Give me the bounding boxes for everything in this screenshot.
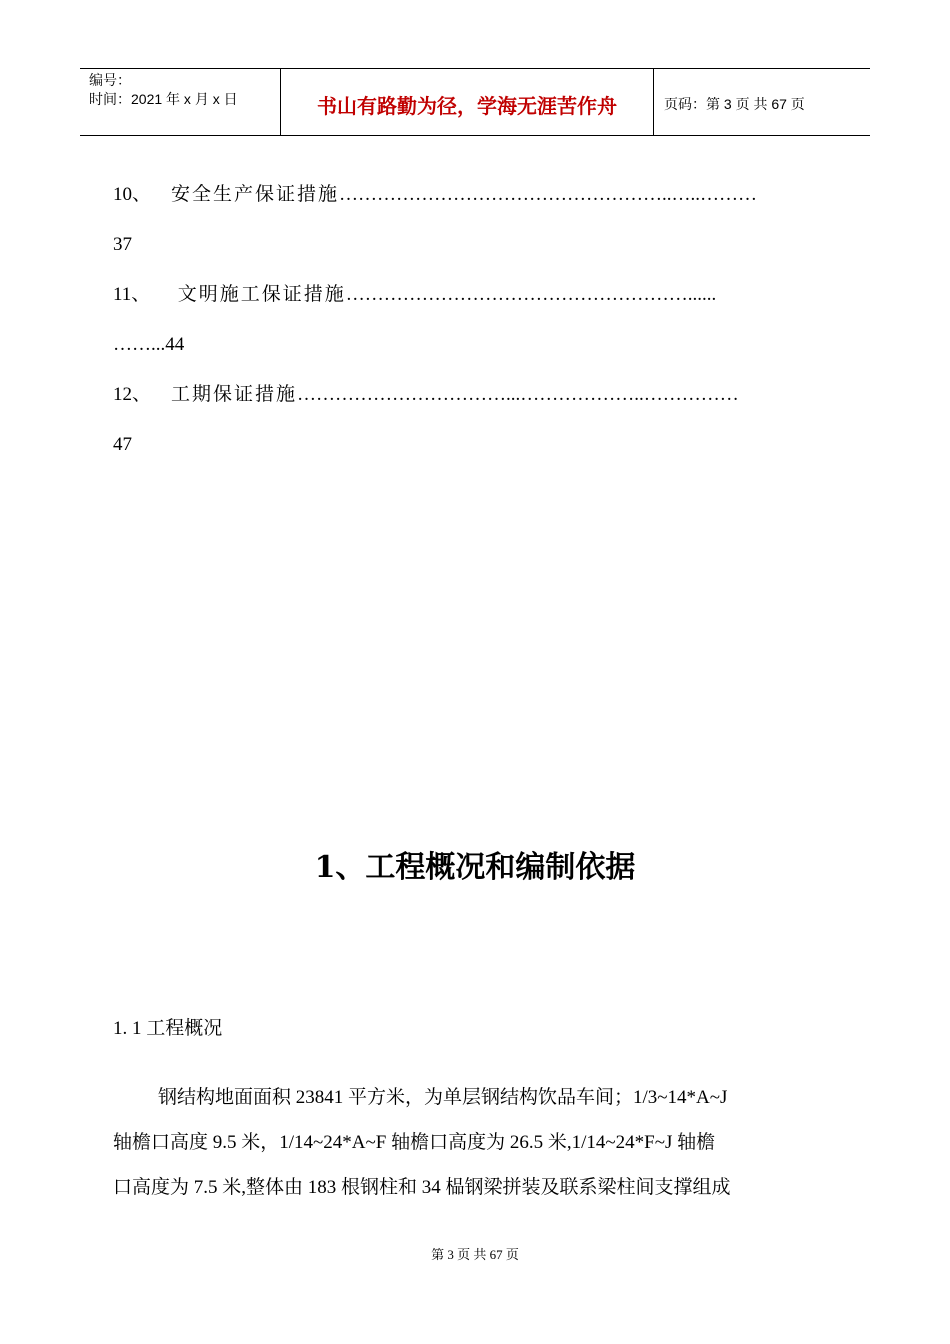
toc-entry-title: 文明施工保证措施: [171, 284, 346, 305]
toc-entry-page: ……...44: [113, 334, 185, 355]
toc-entry-leader: ……………………………………………..…..………: [339, 184, 758, 205]
toc-entry[interactable]: [113, 370, 837, 420]
paragraph-line: 轴檐口高度 9.5 米，1/14~24*A~F 轴檐口高度为 26.5 米,1/14~24*F~J 轴檐: [113, 1132, 716, 1153]
document-number-label: 编号：: [89, 72, 131, 88]
toc-entry[interactable]: [113, 270, 837, 320]
document-date-label: 时间：2021 年 x 月 x 日: [89, 91, 238, 107]
page-header: [80, 68, 870, 136]
toc-entry-title: 工期保证措施: [171, 384, 298, 405]
toc-entry-title: 安全生产保证措施: [171, 184, 340, 205]
body-paragraph: [113, 1075, 837, 1210]
chapter-title: 1、工程概况和编制依据: [314, 850, 636, 885]
paragraph-line: 钢结构地面面积 23841 平方米，为单层钢结构饮品车间；1/3~14*A~J: [158, 1087, 728, 1108]
toc-entry-leader: ………………………………………………......: [345, 284, 717, 305]
toc-entry-leader: ……………………………...………………..……………: [297, 384, 739, 405]
header-motto: 书山有路勤为径，学海无涯苦作舟: [317, 93, 617, 118]
toc-entry-page: 47: [113, 434, 132, 455]
toc-entry-number: 10、: [113, 184, 152, 205]
toc-entry[interactable]: [113, 170, 837, 220]
toc-entry-page: 37: [113, 234, 132, 255]
section-heading: 1. 1 工程概况: [113, 1018, 223, 1039]
table-of-contents: [113, 170, 837, 470]
toc-entry-number: 12、: [113, 384, 152, 405]
header-page-indicator: 页码：第 3 页 共 67 页: [664, 95, 805, 112]
header-motto-cell: [281, 69, 654, 135]
page-footer: 第 3 页 共 67 页: [431, 1247, 519, 1262]
header-meta-cell: [80, 69, 281, 135]
header-page-cell: [654, 69, 870, 135]
paragraph-line: 口高度为 7.5 米,整体由 183 根钢柱和 34 榀钢梁拼装及联系梁柱间支撑组成: [113, 1177, 731, 1198]
toc-entry-number: 11、: [113, 284, 151, 305]
